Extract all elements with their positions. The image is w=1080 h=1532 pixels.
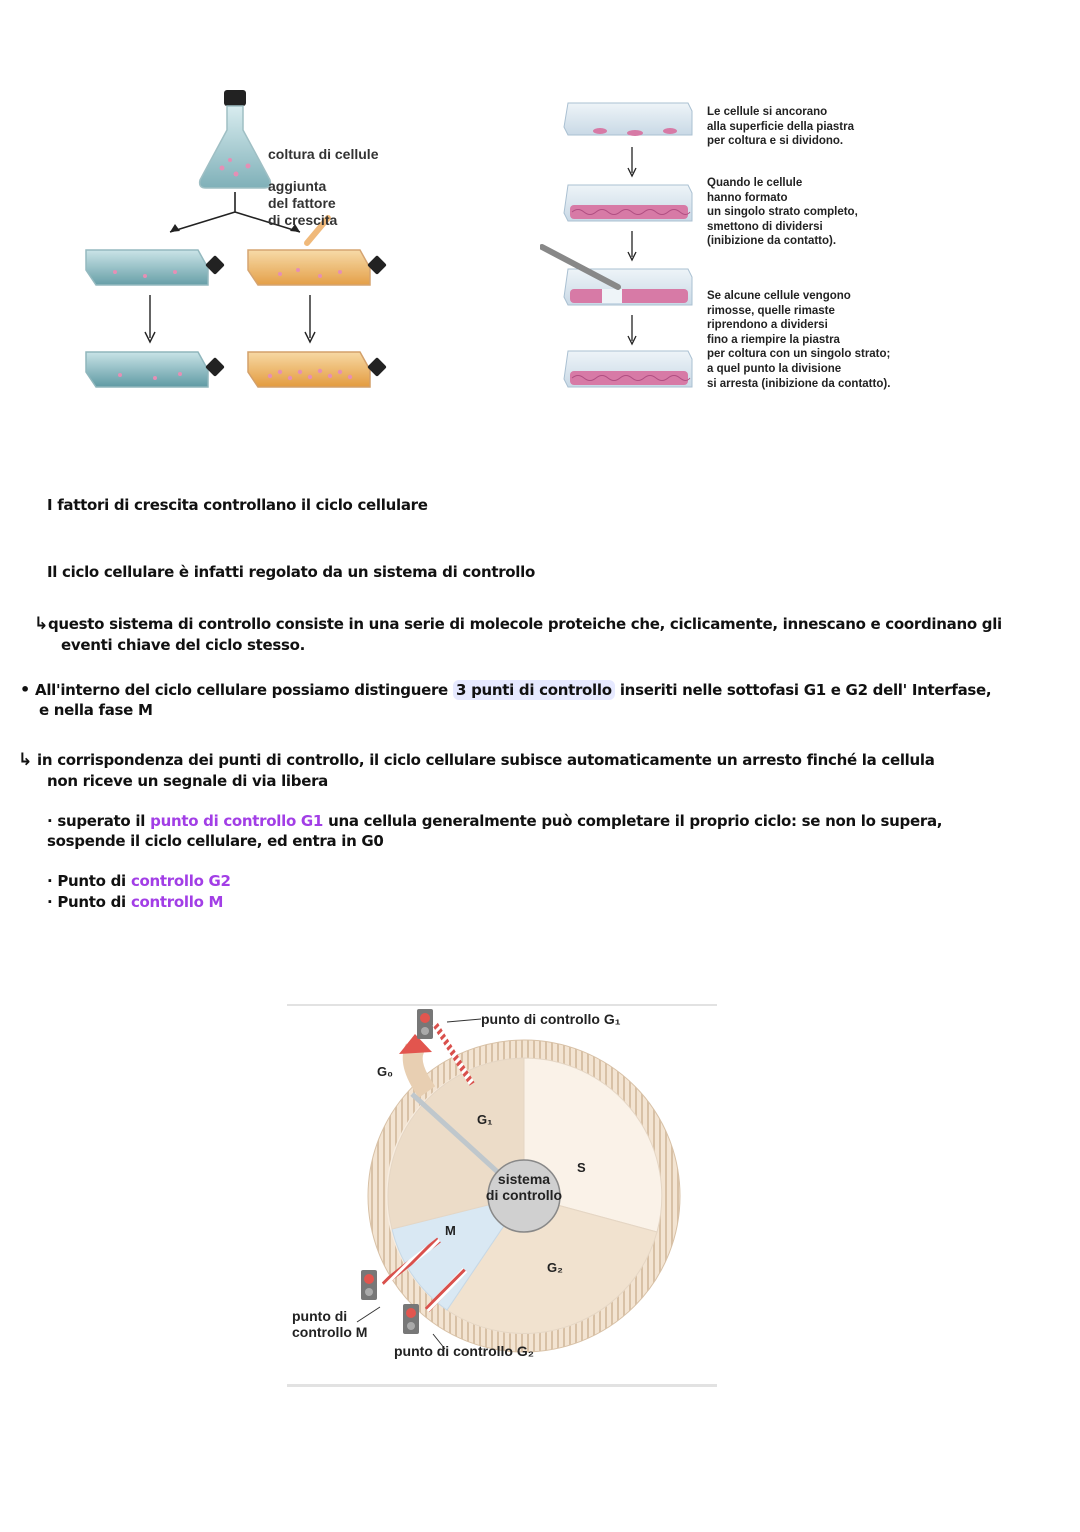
b1-highlight: 3 punti di controllo bbox=[453, 680, 615, 700]
s3-pre: · Punto di bbox=[47, 893, 126, 911]
dish-2 bbox=[564, 185, 692, 221]
para1-text-2: eventi chiave del ciclo stesso. bbox=[61, 636, 306, 654]
para-arrest bbox=[18, 750, 1058, 790]
p2-line1: in corrispondenza dei punti di controllo, il ciclo cellulare subisce automaticamente un arresto finché la cellula bbox=[37, 751, 935, 769]
orange-flask-bottom bbox=[248, 352, 387, 387]
b1-pre: All'interno del ciclo cellulare possiamo distinguere bbox=[35, 681, 448, 699]
label-m-checkpoint-1: punto di bbox=[292, 1308, 348, 1324]
bullet-checkpoints bbox=[20, 680, 1050, 719]
petri-dishes-illustration bbox=[540, 95, 705, 395]
s2-pre: · Punto di bbox=[47, 872, 126, 890]
cell-cycle-wheel bbox=[287, 1004, 719, 1388]
line-growth-factors: I fattori di crescita controllano il ciclo cellulare bbox=[47, 496, 428, 514]
b1-line2: e nella fase M bbox=[39, 701, 153, 719]
s1-line2: sospende il ciclo cellulare, ed entra in G0 bbox=[47, 832, 384, 850]
diagram-top-rule bbox=[287, 1004, 717, 1006]
growth-factor-label: aggiunta del fattore di crescita bbox=[268, 178, 338, 228]
label-s: S bbox=[577, 1160, 586, 1175]
s1-pre: · superato il bbox=[47, 812, 146, 830]
label-g2-checkpoint: punto di controllo G₂ bbox=[394, 1343, 534, 1359]
dish-3 bbox=[542, 247, 692, 305]
label-g2: G₂ bbox=[547, 1260, 563, 1275]
s3-highlight: controllo M bbox=[130, 893, 224, 911]
blue-flask-bottom bbox=[86, 352, 225, 387]
para1-text: questo sistema di controllo consiste in una serie di molecole proteiche che, ciclicamente, innescano e coordinano gli bbox=[47, 615, 1002, 633]
label-m: M bbox=[445, 1223, 456, 1238]
label-center-1: sistema bbox=[497, 1171, 551, 1187]
para-control-system bbox=[34, 614, 1054, 654]
label-g1-checkpoint: punto di controllo G₁ bbox=[481, 1011, 621, 1027]
diagram-bottom-rule bbox=[287, 1384, 717, 1387]
label-g0: G₀ bbox=[377, 1064, 393, 1079]
sub-g1 bbox=[47, 811, 1057, 850]
sub-m bbox=[47, 892, 223, 911]
cell-cycle-diagram bbox=[287, 1004, 719, 1388]
label-center-2: di controllo bbox=[485, 1187, 563, 1203]
arrow-1: ↳ bbox=[34, 614, 48, 634]
s1-highlight: punto di controllo G1 bbox=[150, 812, 324, 830]
dish-4 bbox=[564, 351, 692, 387]
label-g1: G₁ bbox=[477, 1112, 493, 1127]
growth-factor-figure bbox=[70, 80, 410, 410]
line-control-system: Il ciclo cellulare è infatti regolato da un sistema di controllo bbox=[47, 563, 535, 581]
note-monolayer: Quando le cellule hanno formato un singolo strato completo, smettono di dividersi (inibizione da contatto). bbox=[707, 177, 858, 248]
note-anchor: Le cellule si ancorano alla superficie della piastra per coltura e si dividono. bbox=[707, 106, 855, 148]
note-removal: Se alcune cellule vengono rimosse, quelle rimaste riprendono a dividersi fino a riempire la piastra per coltura con un singolo strato; a quel punto la divisione si arresta (inibizione da contatto). bbox=[707, 290, 891, 390]
label-m-checkpoint-2: controllo M bbox=[292, 1324, 368, 1340]
s1-post: una cellula generalmente può completare il proprio ciclo: se non lo supera, bbox=[328, 812, 943, 830]
contact-inhibition-figure bbox=[540, 95, 940, 400]
culture-flasks-illustration bbox=[70, 80, 410, 410]
p2-line2: non riceve un segnale di via libera bbox=[47, 772, 328, 790]
dish-1 bbox=[564, 103, 692, 136]
flask-label: coltura di cellule bbox=[268, 146, 379, 162]
s2-highlight: controllo G2 bbox=[130, 872, 231, 890]
arrow-2: ↳ bbox=[18, 750, 32, 770]
sub-g2 bbox=[47, 871, 231, 890]
flask-icon bbox=[200, 90, 271, 188]
b1-post: inseriti nelle sottofasi G1 e G2 dell' Interfase, bbox=[619, 681, 992, 699]
bullet-dot: • bbox=[20, 680, 30, 699]
orange-flask-top bbox=[248, 250, 387, 285]
blue-flask-top bbox=[86, 250, 225, 285]
